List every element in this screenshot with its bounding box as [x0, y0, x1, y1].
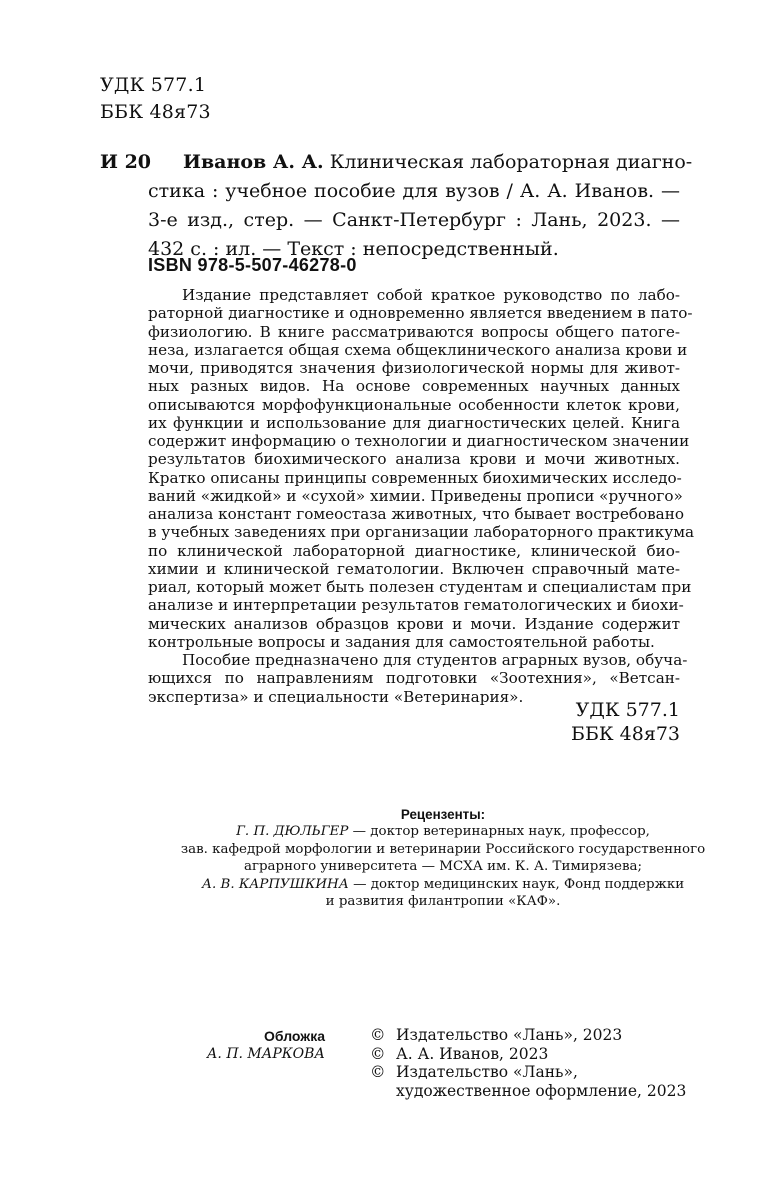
udk-code: УДК 577.1	[575, 699, 680, 721]
biblio-line-1	[148, 148, 693, 177]
abstract-line: физиологию. В книге рассматриваются вопросы общего патоге-	[148, 322, 680, 341]
abstract-line: химии и клинической гематологии. Включен справочный мате-	[148, 559, 680, 578]
reviewer-2-title: — доктор медицинских наук, Фонд поддержки	[348, 876, 685, 892]
udc-block-top	[100, 72, 211, 126]
abstract-line: ных разных видов. На основе современных научных данных	[148, 377, 680, 396]
reviewer-2-line-1	[148, 876, 738, 893]
abstract-line: их функции и использование для диагностических целей. Книга	[148, 413, 680, 432]
reviewer-2-name: А. В. КАРПУШКИНА	[201, 876, 349, 892]
cover-credit	[150, 1028, 325, 1063]
reviewer-1-name: Г. П. ДЮЛЬГЕР	[236, 824, 349, 840]
isbn: ISBN 978-5-507-46278-0	[148, 255, 357, 275]
biblio-title: Клиническая лабораторная диагно-	[329, 151, 693, 173]
copyright-text: А. А. Иванов, 2023	[396, 1044, 549, 1063]
copyright-symbol: ©	[370, 1026, 386, 1044]
reviewer-1-line-1	[148, 823, 738, 840]
udc-block-bottom	[571, 698, 680, 746]
bbk-code: ББК 48я73	[570, 723, 680, 745]
abstract-line: мочи, приводятся значения физиологической нормы для живот-	[148, 359, 680, 377]
abstract-line: описываются морфофункциональные особенности клеток крови,	[148, 395, 680, 414]
abstract-line: ющихся по направлениям подготовки «Зоотехния», «Ветсан-	[148, 669, 680, 688]
abstract-line: ваний «жидкой» и «сухой» химии. Приведены прописи «ручного»	[148, 486, 683, 505]
biblio-author: Иванов А. А.	[183, 151, 324, 173]
abstract-line: экспертиза» и специальности «Ветеринария».	[148, 687, 524, 706]
abstract-line: содержит информацию о технологии и диагностическом значении	[148, 432, 690, 450]
bbk-code: ББК 48я73	[100, 101, 211, 123]
abstract-line: анализа констант гомеостаза животных, что бывает востребовано	[148, 505, 684, 523]
biblio-line-2: стика : учебное пособие для вузов / А. А. Иванов. —	[148, 180, 680, 202]
abstract-line: риал, который может быть полезен студентам и специалистам при	[148, 578, 692, 596]
abstract	[148, 286, 695, 706]
abstract-line: Издание представляет собой краткое руководство по лабо-	[182, 286, 680, 304]
abstract-line: Кратко описаны принципы современных биохимических исследо-	[148, 468, 682, 487]
abstract-line: мических анализов образцов крови и мочи. Издание содержит	[148, 614, 680, 633]
reviewer-1-title: — доктор ветеринарных наук, профессор,	[348, 824, 650, 840]
abstract-line: по клинической лабораторной диагностике, клинической био-	[148, 541, 680, 560]
cover-designer: А. П. МАРКОВА	[206, 1045, 325, 1062]
author-sign: И 20	[100, 151, 152, 173]
biblio-line-4: 432 с. : ил. — Текст : непосредственный.	[148, 238, 559, 260]
copyright-symbol: ©	[370, 1044, 386, 1063]
abstract-line: анализе и интерпретации результатов гематологических и биохи-	[148, 596, 684, 615]
reviewer-1-line-2: зав. кафедрой морфологии и ветеринарии Российского государственного	[180, 841, 706, 857]
copyright-symbol: ©	[370, 1063, 386, 1081]
abstract-line: контрольные вопросы и задания для самостоятельной работы.	[148, 632, 655, 651]
copyright-line	[370, 1063, 686, 1082]
copyright-block	[370, 1026, 686, 1100]
biblio-line-3: 3-е изд., стер. — Санкт-Петербург : Лань, 2023. —	[148, 209, 680, 231]
bibliographic-record	[148, 148, 693, 264]
udk-code: УДК 577.1	[100, 74, 207, 96]
copyright-text: Издательство «Лань», 2023	[396, 1026, 623, 1044]
reviewers-heading: Рецензенты:	[400, 807, 486, 822]
abstract-line: в учебных заведениях при организации лабораторного практикума	[148, 523, 695, 542]
abstract-line: результатов биохимического анализа крови и мочи животных.	[148, 450, 680, 469]
copyright-text: Издательство «Лань»,	[396, 1063, 578, 1081]
copyright-line	[370, 1026, 686, 1045]
cover-label: Обложка	[264, 1028, 325, 1044]
abstract-line: неза, излагается общая схема общеклинического анализа крови и	[148, 340, 688, 359]
reviewer-2-line-2: и развития филантропии «КАФ».	[325, 894, 561, 910]
reviewer-1-line-3: аграрного университета — МСХА им. К. А. Тимирязева;	[243, 859, 642, 875]
copyright-line	[370, 1045, 686, 1064]
reviewers-block	[148, 806, 738, 910]
abstract-line: Пособие предназначено для студентов аграрных вузов, обуча-	[182, 651, 688, 669]
abstract-line: раторной диагностике и одновременно является введением в пато-	[148, 304, 693, 323]
copyright-text-continued: художественное оформление, 2023	[396, 1081, 687, 1100]
